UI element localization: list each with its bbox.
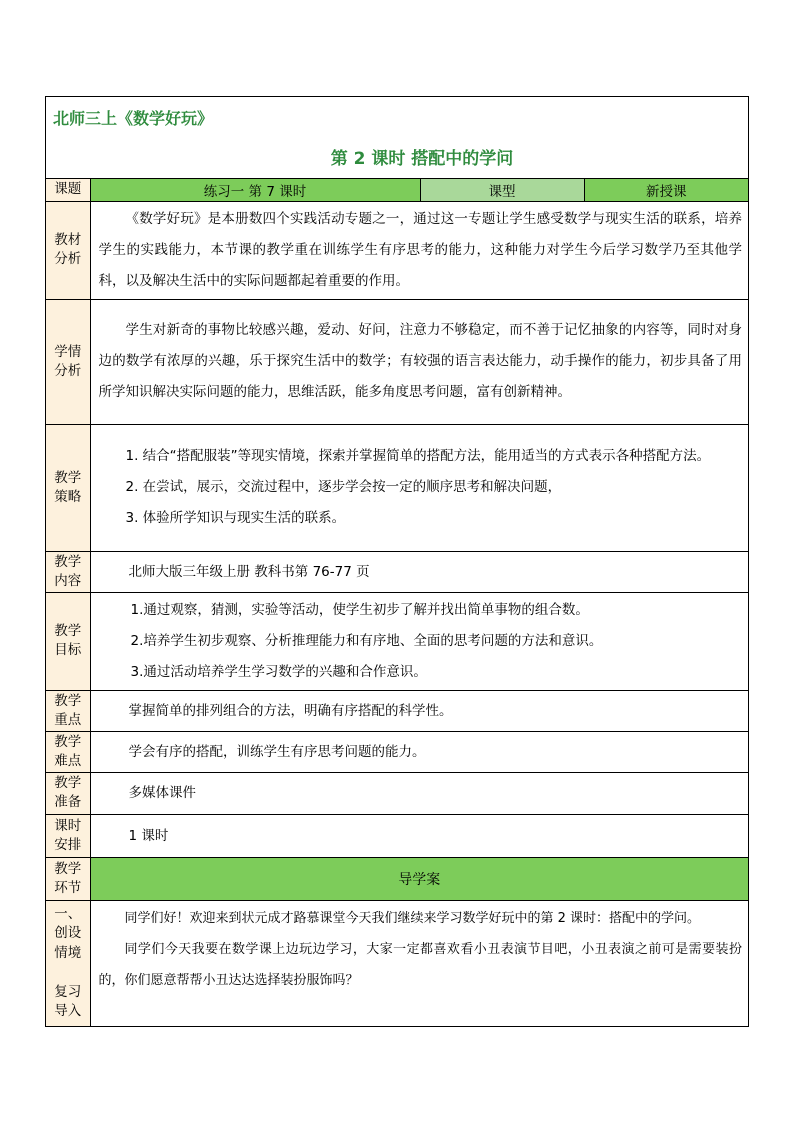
student-analysis-text: 学生对新奇的事物比较感兴趣，爱动、好问，注意力不够稳定，而不善于记忆抽象的内容等，同时对身边的数学有浓厚的兴趣，乐于探究生活中的数学；有较强的语言表达能力，动手操作的能力，初步具备了用所学知识解决实际问题的能力，思维活跃，能多角度思考问题，富有创新精神。	[90, 299, 748, 424]
goal-item: 2.培养学生初步观察、分析推理能力和有序地、全面的思考问题的方法和意识。	[130, 632, 603, 649]
guide-plan-header: 导学案	[90, 857, 748, 900]
textbook-analysis-text: 《数学好玩》是本册数四个实践活动专题之一，通过这一专题让学生感受数学与现实生活的联系，培养学生的实践能力，本节课的教学重在训练学生有序思考的能力，这种能力对学生今后学习数学乃至其他学科，以及解决生活中的实际问题都起着重要的作用。	[90, 201, 748, 299]
row-section-one	[46, 900, 748, 1026]
label-textbook-analysis: 教材 分析	[46, 201, 90, 299]
label-student-analysis: 学情 分析	[46, 299, 90, 424]
topic-value: 练习一 第 7 课时	[90, 179, 420, 201]
row-topic	[46, 179, 748, 201]
intro-paragraph: 同学们好！欢迎来到状元成才路慕课堂今天我们继续来学习数学好玩中的第 2 课时：搭配中的学问。	[124, 910, 701, 926]
label-topic: 课题	[46, 179, 90, 201]
row-schedule	[46, 814, 748, 857]
row-student-analysis	[46, 299, 748, 424]
row-difficulties	[46, 731, 748, 772]
document-title: 北师三上《数学好玩》	[53, 109, 214, 128]
strategy-item: 1. 结合“搭配服装”等现实情境，探索并掌握简单的搭配方法，能用适当的方式表示各种搭配方法。	[125, 448, 711, 464]
lesson-plan-sheet	[45, 96, 749, 1027]
row-teaching-goals	[46, 592, 748, 690]
teaching-content-text: 北师大版三年级上册 教科书第 76-77 页	[90, 551, 748, 592]
label-preparation: 教学 准备	[46, 772, 90, 814]
strategy-item: 3. 体验所学知识与现实生活的联系。	[125, 510, 346, 526]
teaching-goals-text	[90, 592, 748, 690]
teaching-strategy-text	[90, 424, 748, 551]
lesson-plan-table	[46, 179, 748, 1026]
row-teaching-content	[46, 551, 748, 592]
lesson-title: 第 2 课时 搭配中的学问	[46, 137, 748, 179]
section-one-text	[90, 900, 748, 1026]
strategy-item: 2. 在尝试，展示，交流过程中，逐步学会按一定的顺序思考和解决问题，	[125, 479, 562, 495]
row-preparation	[46, 772, 748, 814]
row-teaching-stage	[46, 857, 748, 900]
schedule-text: 1 课时	[90, 814, 748, 857]
label-schedule: 课时 安排	[46, 814, 90, 857]
type-label: 课型	[420, 179, 584, 201]
label-teaching-stage: 教学 环节	[46, 857, 90, 900]
label-teaching-content: 教学 内容	[46, 551, 90, 592]
key-points-text: 掌握简单的排列组合的方法，明确有序搭配的科学性。	[90, 690, 748, 731]
row-textbook-analysis	[46, 201, 748, 299]
label-teaching-goals: 教学 目标	[46, 592, 90, 690]
row-key-points	[46, 690, 748, 731]
preparation-text: 多媒体课件	[90, 772, 748, 814]
label-section-one: 一、 创设 情境 复习 导入	[46, 900, 90, 1026]
label-key-points: 教学 重点	[46, 690, 90, 731]
label-difficulties: 教学 难点	[46, 731, 90, 772]
goal-item: 3.通过活动培养学生学习数学的兴趣和合作意识。	[130, 663, 427, 680]
goal-item: 1.通过观察，猜测，实验等活动，使学生初步了解并找出简单事物的组合数。	[130, 601, 589, 618]
row-teaching-strategy	[46, 424, 748, 551]
type-value: 新授课	[584, 179, 748, 201]
intro-paragraph: 同学们今天我要在数学课上边玩边学习，大家一定都喜欢看小丑表演节目吧，小丑表演之前可是需要装扮的，你们愿意帮帮小丑达达选择装扮服饰吗？	[98, 941, 742, 988]
label-teaching-strategy: 教学 策略	[46, 424, 90, 551]
difficulties-text: 学会有序的搭配，训练学生有序思考问题的能力。	[90, 731, 748, 772]
